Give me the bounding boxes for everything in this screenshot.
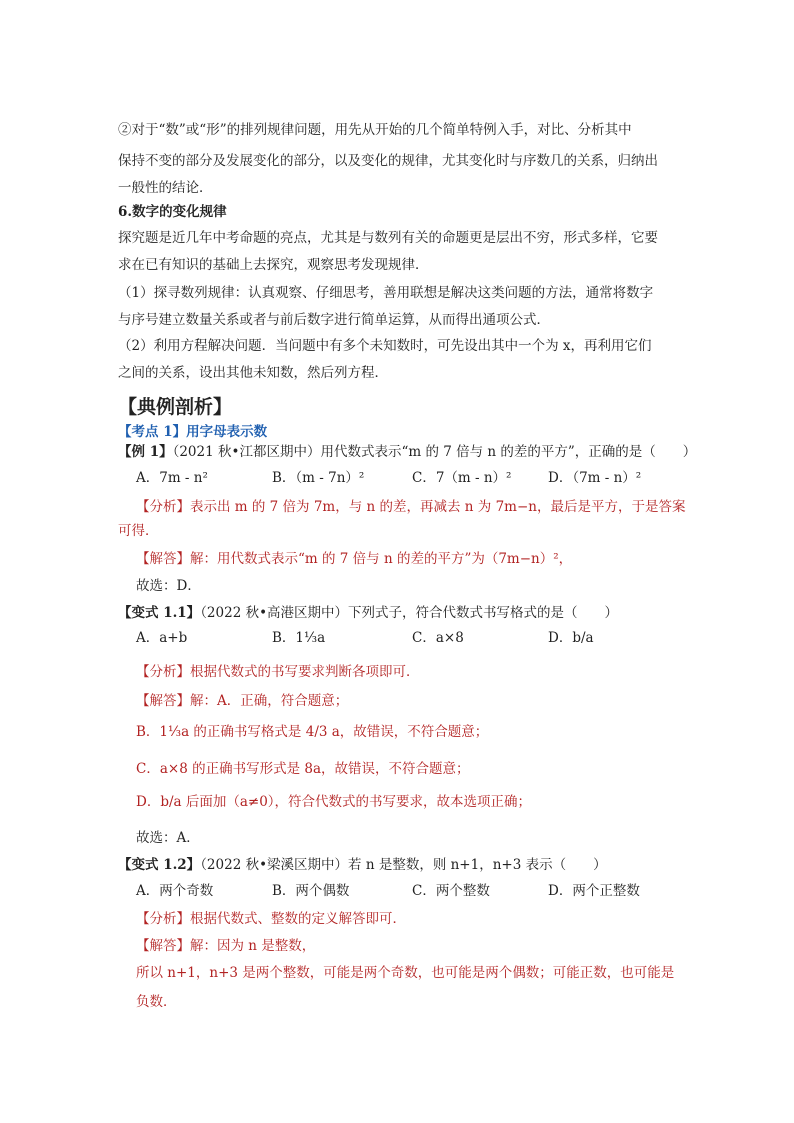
v11-analysis-line <box>136 662 420 682</box>
ex1-option-d: D．（7m - n）² <box>548 470 642 486</box>
variant12-tag: 【变式 1.2】 <box>118 857 201 873</box>
v12-answer-line2: 所以 n+1，n+3 是两个整数，可能是两个奇数，也可能是两个偶数；可能正数，也可能是 <box>136 965 675 981</box>
v11-analysis-text: 根据代数式的书写要求判断各项即可． <box>190 664 420 680</box>
intro-p2-line2: 保持不变的部分及发展变化的部分，以及变化的规律，尤其变化时与序数几的关系，归纳出 <box>118 153 658 169</box>
section-title: 【典例剖析】 <box>118 396 233 418</box>
kaodian-heading <box>118 422 267 442</box>
v11-option-b: B．1⅓a <box>272 630 326 646</box>
ex1-option-b: B．（m - 7n）² <box>272 470 365 486</box>
ex1-analysis-tag: 【分析】 <box>136 499 190 515</box>
ex1-analysis-text: 表示出 m 的 7 倍为 7m，与 n 的差，再减去 n 为 7m−n，最后是平方，于是答案 <box>190 499 686 515</box>
v11-option-d: D．b/a <box>548 630 594 646</box>
v12-answer-line <box>136 936 315 956</box>
example1-text: （2021 秋•江都区期中）用代数式表示“m 的 7 倍与 n 的差的平方”，正确的是（ ） <box>172 444 697 460</box>
intro-p2-line1: ②对于“数”或“形”的排列规律问题，用先从开始的几个简单特例入手，对比、分析其中 <box>118 122 632 138</box>
example1-question <box>118 442 696 462</box>
v12-analysis-text: 根据代数式、整数的定义解答即可． <box>190 911 406 927</box>
variant11-question <box>118 603 618 623</box>
heading-6: 6.数字的变化规律 <box>118 204 227 220</box>
ex1-analysis-line1 <box>136 497 685 517</box>
intro-p2-line3: 一般性的结论． <box>118 180 213 196</box>
intro-t1-line2: 求在已有知识的基础上去探究，观察思考发现规律． <box>118 257 429 273</box>
ex1-answer-line <box>136 549 572 569</box>
intro-t3-line1: （2）利用方程解决问题．当问题中有多个未知数时，可先设出其中一个为 x，再利用它们 <box>118 338 652 354</box>
v11-answer-d: D．b/a 后面加（a≠0），符合代数式的书写要求，故本选项正确； <box>136 794 532 810</box>
intro-t3-line2: 之间的关系，设出其他未知数，然后列方程． <box>118 365 388 381</box>
ex1-option-a: A．7m - n² <box>136 470 208 486</box>
ex1-choice: 故选：D． <box>136 578 201 594</box>
intro-t2-line2: 与序号建立数量关系或者与前后数字进行简单运算，从而得出通项公式． <box>118 312 550 328</box>
v11-answer-a: 解：A．正确，符合题意； <box>190 693 349 709</box>
variant12-question <box>118 855 607 875</box>
kaodian-label: 【考点 1】用字母表示数 <box>118 424 268 440</box>
variant11-text: （2022 秋•高港区期中）下列式子，符合代数式书写格式的是（ ） <box>200 605 619 621</box>
v12-option-d: D．两个正整数 <box>548 883 640 899</box>
variant12-text: （2022 秋•梁溪区期中）若 n 是整数，则 n+1，n+3 表示（ ） <box>200 857 607 873</box>
ex1-option-c: C．7（m - n）² <box>412 470 512 486</box>
v11-analysis-tag: 【分析】 <box>136 664 190 680</box>
v11-answer-c: C．a×8 的正确书写形式是 8a，故错误，不符合题意； <box>136 761 470 777</box>
v11-answer-tag: 【解答】 <box>136 693 190 709</box>
ex1-answer-tag: 【解答】 <box>136 551 190 567</box>
variant11-tag: 【变式 1.1】 <box>118 605 201 621</box>
v12-option-a: A．两个奇数 <box>136 883 214 899</box>
v11-option-c: C．a×8 <box>412 630 464 646</box>
v12-answer-tag: 【解答】 <box>136 938 190 954</box>
v12-analysis-tag: 【分析】 <box>136 911 190 927</box>
ex1-answer-text: 解：用代数式表示“m 的 7 倍与 n 的差的平方”为（7m−n）²， <box>190 551 573 567</box>
v11-choice: 故选：A． <box>136 830 200 846</box>
v12-option-c: C．两个整数 <box>412 883 490 899</box>
v11-answer-b: B．1⅓a 的正确书写格式是 4/3 a，故错误，不符合题意； <box>136 724 489 740</box>
v12-option-b: B．两个偶数 <box>272 883 350 899</box>
v11-option-a: A．a+b <box>136 630 188 646</box>
intro-t1-line1: 探究题是近几年中考命题的亮点，尤其是与数列有关的命题更是层出不穷，形式多样，它要 <box>118 230 658 246</box>
v12-answer-text: 解：因为 n 是整数， <box>190 938 316 954</box>
example1-tag: 【例 1】 <box>118 444 173 460</box>
v11-answer-line <box>136 691 348 711</box>
ex1-analysis-line2: 可得． <box>118 523 159 539</box>
v12-analysis-line <box>136 909 406 929</box>
v12-answer-line3: 负数． <box>136 994 177 1010</box>
intro-t2-line1: （1）探寻数列规律：认真观察、仔细思考，善用联想是解决这类问题的方法，通常将数字 <box>118 285 654 301</box>
